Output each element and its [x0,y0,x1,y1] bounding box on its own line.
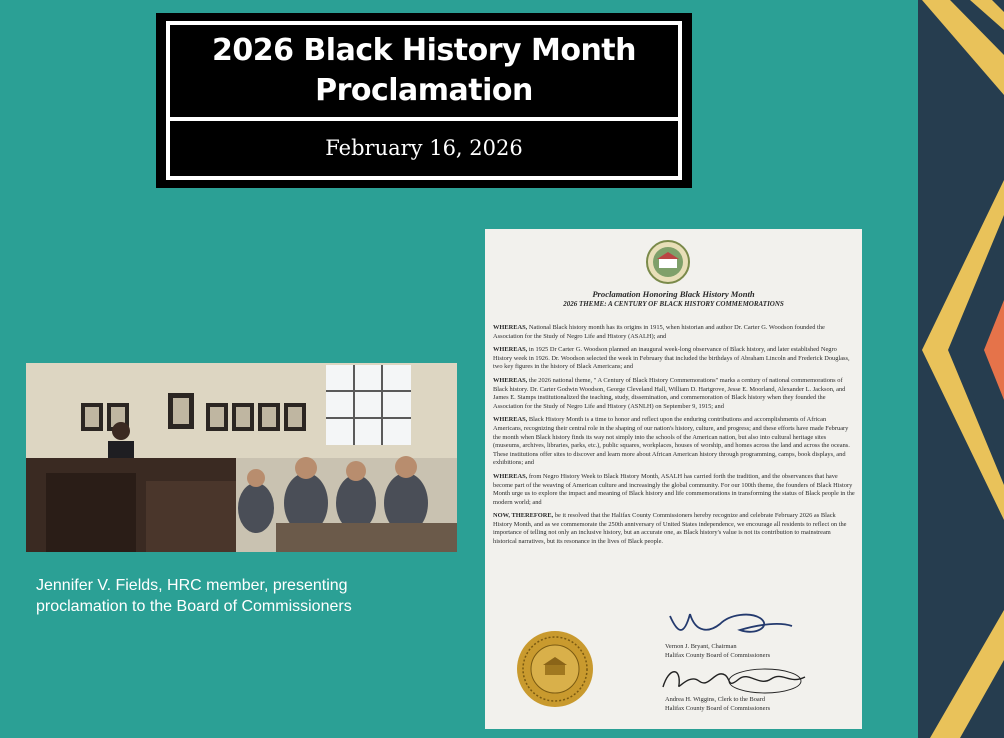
whereas-paragraph: WHEREAS, from Negro History Week to Black History Month, ASALH has carried forth the tradition, and the observances that have become part of the weaving of American culture and increasingly the global community. For our 100th theme, the founders of Black History Month urge us to explore the impact and meaning of Black history and life commemorations in transforming the status of Black people in the modern world; and [493,472,855,506]
gold-seal-icon [515,629,595,709]
title-line-1: 2026 Black History Month [211,33,637,68]
proclamation-document [485,229,862,729]
title-line-2: Proclamation [315,73,533,108]
whereas-paragraph: WHEREAS, National Black history month has its origins in 1915, when historian and author Dr. Carter G. Woodson founded the Association for the Study of Negro Life and History (ASALH); and [493,324,825,340]
proclamation-theme: 2026 THEME: A CENTURY OF BLACK HISTORY COMMEMORATIONS [563,300,784,308]
chevron-decoration [900,0,1004,738]
title-frame [166,21,682,117]
page-title [170,31,678,111]
clerk-signature-block: Andrea H. Wiggins, Clerk to the Board Halifax County Board of Commissioners [665,696,771,712]
chairman-signature-block: Vernon J. Bryant, Chairman Halifax County Board of Commissioners [665,643,771,659]
whereas-paragraph: WHEREAS, Black History Month is a time to honor and reflect upon the enduring contributions and accomplishments of African Americans, recognizing their central role in the shaping of our nation's history, culture, and progress; and these efforts have made February the month when Black history finds its way not simply into the schools of the American nation, but also into cultural heritage sites (museums, archives, libraries, parks, etc.), public squares, workplaces, houses of worship, and homes across the land and across the oceans. These institutions offer sites to discover and learn more about African American history through programming, camps, book displays, and exhibitions; and [493,416,850,467]
caption-line-2: proclamation to the Board of Commissioners [36,598,352,615]
chairman-signature [660,604,800,644]
title-banner [156,13,692,188]
proclamation-heading: Proclamation Honoring Black History Month [592,289,755,299]
caption-line-1: Jennifer V. Fields, HRC member, presenting [36,577,348,594]
whereas-paragraph: WHEREAS, the 2026 national theme, " A Century of Black History Commemorations" marks a century of national commemorations of Black history. Dr. Carter Godwin Woodson, George Cleveland Hall, William D. Hartgrove, Jesse E. Moorland, Alexander L. Jackson, and James E. Stamps institutionalized the teaching, study, dissemination, and commemoration of Black history when they founded the Association for the Study of Negro Life and History (ASNLH) on September 9, 1915; and [493,376,846,410]
now-therefore-paragraph: NOW, THEREFORE, be it resolved that the Halifax County Commissioners hereby recognize and celebrate February 2026 as Black History Month, and as we commemorate the 250th anniversary of United States independence, we encourage all residents to reflect on the importance of telling not only an inclusive history, but an accurate one, as Black history's value is not its contribution to mainstream historical narratives, but its resonance in the lives of Black people. [493,512,847,546]
proclamation-date: February 16, 2026 [325,136,523,160]
clerk-signature [655,661,815,697]
presentation-photo [26,363,457,552]
proclamation-body [493,324,855,552]
photo-caption [36,575,476,617]
date-frame [166,117,682,180]
whereas-paragraph: WHEREAS, in 1925 Dr Carter G. Woodson planned an inaugural week-long observance of Black history, and later established Negro History week in 1926. Dr. Woodson selected the week in February that included the birthdays of Abraham Lincoln and Frederick Douglass, two key figures in the history of Black Americans; and [493,346,850,371]
county-seal-icon [642,239,694,285]
